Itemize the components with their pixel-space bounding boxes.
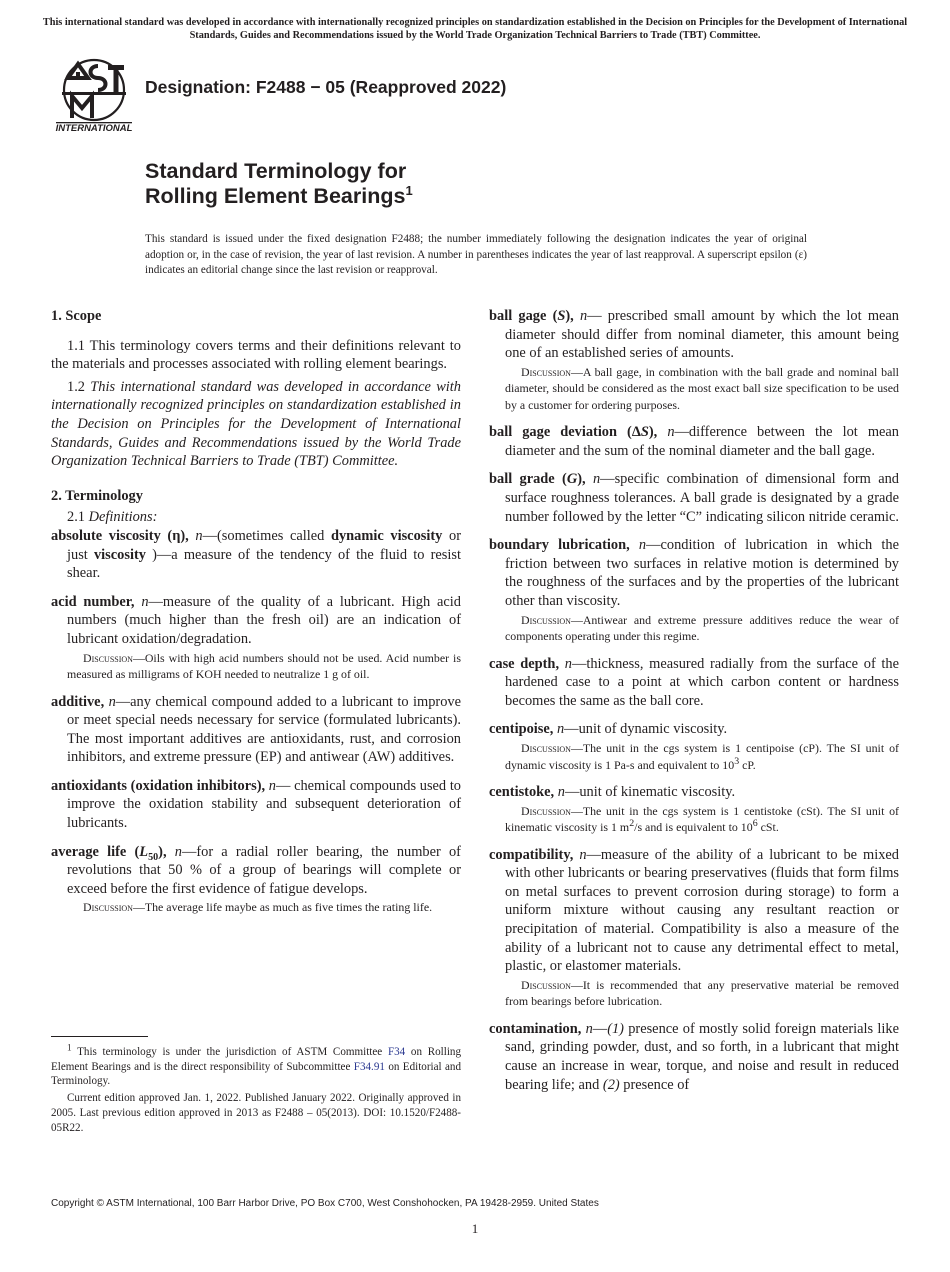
term-acid-number — [51, 593, 461, 683]
part-of-speech: n — [592, 471, 601, 488]
discussion-label: Discussion — [521, 741, 571, 755]
discussion-label: Discussion — [83, 900, 133, 915]
footnote-edition: Current edition approved Jan. 1, 2022. Published January 2022. Originally approved in 2005. Last previous edition approved in 2013 as F2488 – 05(2013). DOI: 10.1520/F2488-05R22. — [51, 1092, 461, 1134]
term-name — [51, 843, 167, 863]
discussion — [489, 612, 899, 645]
part-of-speech: n — [141, 593, 149, 610]
term-name-part: ball gage deviation (Δ — [489, 424, 641, 441]
term-name — [489, 424, 657, 440]
page-number: 1 — [471, 1221, 479, 1236]
footnote-1 — [51, 1045, 461, 1089]
term-symbol: L — [139, 843, 149, 860]
term-name-part: ), — [565, 308, 574, 324]
term-name — [489, 308, 574, 324]
issue-statement: This standard is issued under the fixed designation F2488; the number immediately following the designation indicates the year of original adoption or, in the case of revision, the year of last revision. A number in parentheses indicates the year of last reapproval. A superscript epsilon (ε) indicates an editorial change since the last revision or reapproval. — [145, 233, 807, 276]
astm-logo — [52, 56, 136, 134]
part-of-speech: n — [108, 693, 116, 710]
definition-text: —difference between the lot mean diameter and the sum of the nominal diameter and the ball gage. — [505, 424, 900, 459]
term-centistoke — [489, 783, 899, 836]
term-name: boundary lubrication, — [489, 537, 630, 554]
left-column — [51, 307, 461, 926]
discussion — [51, 650, 461, 683]
copyright: Copyright © ASTM International, 100 Barr Harbor Drive, PO Box C700, West Conshohocken, PA 19428-2959. United States — [51, 1198, 599, 1209]
definition-text: —unit of dynamic viscosity. — [564, 721, 728, 738]
standardization-notice: This international standard was developed in accordance with internationally recognized principles on standardization established in the Decision on Principles for the Development of International Standards, Guides and Recommendations issued by the World Trade Organization Technical Barriers to Trade (TBT) Committee. — [42, 17, 908, 41]
logo-text: INTERNATIONAL — [55, 123, 133, 134]
term-ball-gage-deviation — [489, 423, 899, 460]
definition-text: —measure of the ability of a lubricant to be mixed with other lubricants or bearing preservatives (fluids that form films on metal surfaces to prevent corrosion during storage) to form a uniform mixture without causing any resultant reaction or precipitation of material. Compatibility is also a measure of the ability of a lubricant not to cause any detrimental effect to metal, plastic, or elastomer materials. — [505, 846, 899, 975]
definition-text: —any chemical compound added to a lubricant to improve or meet special needs necessary for service (formulated lubricants). The most important additives are antioxidants, rust, and corrosion inhibitors, and extreme pressure (EP) and antiwear (AW) additives. — [67, 693, 461, 766]
scope-1-2 — [51, 378, 461, 471]
discussion-text: —Antiwear and extreme pressure additives reduce the wear of components operating under this regime. — [505, 612, 899, 644]
discussion-text: —A ball gage, in combination with the ball grade and nominal ball diameter, should be considered as the most exact ball size specification to be used by a customer for ordering purposes. — [505, 364, 899, 412]
definition-text: — chemical compounds used to improve the oxidation stability and subsequent deterioration of lubricants. — [67, 777, 462, 832]
definition-text: —measure of the quality of a lubricant. High acid numbers (much higher than the fresh oil) are an indication of lubricant oxidation/degradation. — [67, 593, 461, 647]
right-column — [489, 307, 899, 1094]
definition-text: presence of mostly solid foreign materials like sand, grinding powder, dust, and so forth, in a lubricant that might cause an increase in wear, torque, and noise and result in reduced bearing life; and — [505, 1020, 899, 1093]
exponent: 2 — [629, 818, 635, 830]
definition-dash: — — [592, 1020, 608, 1037]
term-name: compatibility, — [489, 846, 574, 863]
footnote-text: on Editorial and Terminology. — [51, 1060, 462, 1088]
term-name-part: ball grade ( — [489, 471, 567, 488]
title-line-2 — [145, 184, 413, 209]
term-name: case depth, — [489, 655, 560, 672]
term-name-part: ), — [648, 424, 658, 441]
term-name — [489, 471, 586, 487]
discussion — [489, 740, 899, 773]
definition-text: —condition of lubrication in which the friction between two surfaces in relative motion is determined by the roughness of the surfaces and by the properties of the lubricant other than viscosity. — [505, 537, 899, 610]
part-of-speech: n — [580, 308, 588, 324]
definition-text: —(sometimes called — [202, 527, 331, 544]
discussion-text: cSt. — [757, 820, 779, 835]
scope-1-1: 1.1 This terminology covers terms and their definitions relevant to the materials and processes associated with rolling element bearings. — [51, 337, 461, 373]
definitions-subheading — [51, 508, 461, 527]
term-case-depth — [489, 655, 899, 711]
discussion — [489, 364, 899, 414]
term-name: centistoke, — [489, 784, 555, 800]
subcommittee-link[interactable]: F34.91 — [353, 1060, 385, 1073]
part-of-speech: n — [195, 527, 203, 544]
definition-text: —for a radial roller bearing, the number of revolutions that 50 % of a group of bearings will complete or exceed before the first evidence of fatigue develops. — [67, 843, 461, 897]
term-name-part: ), — [577, 471, 586, 488]
footnote-divider — [51, 1036, 148, 1037]
discussion — [51, 899, 461, 916]
footnote-text: on Rolling Element Bearings and is the direct responsibility of Subcommittee — [51, 1046, 461, 1073]
term-average-life — [51, 843, 461, 916]
definition-text: )—a measure of the tendency of the fluid to resist shear. — [67, 546, 461, 582]
definition-text: or just — [67, 527, 461, 563]
term-name: absolute viscosity (η), — [51, 527, 189, 544]
definition-text: — prescribed small amount by which the lot mean diameter should differ from nominal diameter, this amount being one of an established series of amounts. — [505, 308, 899, 362]
footnote-mark: 1 — [67, 1043, 72, 1054]
title-line-1: Standard Terminology for — [145, 159, 407, 183]
exponent: 3 — [734, 755, 740, 767]
item-number: (1) — [607, 1020, 624, 1037]
discussion-text: —It is recommended that any preservative material be removed from bearings before lubrication. — [505, 977, 899, 1009]
designation: Designation: F2488 − 05 (Reapproved 2022) — [145, 77, 507, 97]
term-name: centipoise, — [489, 721, 554, 738]
document-title — [145, 159, 413, 209]
definition-text: —thickness, measured radially from the surface of the hardened case to a point at which carbon content or hardness becomes the same as the ball core. — [505, 655, 899, 709]
part-of-speech: n — [667, 424, 675, 441]
term-symbol: S — [640, 424, 649, 441]
scope-1-2-number: 1.2 — [67, 378, 85, 395]
part-of-speech: n — [585, 1020, 593, 1037]
astm-logo-mark — [52, 56, 136, 134]
term-ball-gage — [489, 307, 899, 413]
term-name-part: ball gage ( — [489, 308, 558, 324]
term-compatibility — [489, 846, 899, 1010]
part-of-speech: n — [556, 721, 565, 738]
term-name: antioxidants (oxidation inhibitors), — [51, 777, 266, 794]
part-of-speech: n — [579, 846, 587, 863]
term-contamination — [489, 1020, 899, 1094]
exponent: 6 — [752, 818, 758, 830]
term-symbol: S — [557, 308, 566, 324]
definitions-label: Definitions: — [88, 509, 158, 526]
definition-bold-term: dynamic viscosity — [330, 527, 443, 544]
discussion-label: Discussion — [521, 364, 571, 379]
discussion-text: /s and is equivalent to 10 — [634, 820, 753, 835]
discussion-text: —The unit in the cgs system is 1 centipoise (cP). The SI unit of dynamic viscosity is 1 Pa-s and equivalent to 10 — [505, 741, 899, 772]
item-number: (2) — [602, 1076, 620, 1093]
footnote-text: This terminology is under the jurisdiction of ASTM Committee — [71, 1046, 388, 1058]
term-name-part: average life ( — [51, 843, 140, 860]
terminology-heading: 2. Terminology — [51, 487, 143, 504]
discussion-text: cP. — [739, 757, 756, 772]
term-name: additive, — [51, 693, 105, 710]
part-of-speech: n — [268, 777, 276, 794]
definition-bold-term: viscosity — [93, 546, 146, 563]
discussion-text: —The unit in the cgs system is 1 centistoke (cSt). The SI unit of kinematic viscosity is 1 m — [505, 803, 899, 835]
definition-text: —specific combination of dimensional form and surface roughness tolerances. A ball grade is designated by a grade number followed by the letter “C” indicating silicon nitride ceramic. — [505, 471, 900, 525]
definition-text: presence of — [619, 1076, 690, 1093]
term-ball-grade — [489, 470, 899, 526]
part-of-speech: n — [174, 843, 182, 860]
scope-heading: 1. Scope — [51, 308, 102, 324]
term-centipoise — [489, 720, 899, 773]
part-of-speech: n — [564, 655, 572, 672]
term-subscript: 50 — [148, 851, 159, 863]
term-antioxidants — [51, 777, 461, 833]
definition-text: —unit of kinematic viscosity. — [564, 784, 736, 800]
term-name-part: ), — [158, 843, 167, 860]
term-name: contamination, — [489, 1020, 582, 1037]
discussion-text: —The average life maybe as much as five times the rating life. — [132, 900, 433, 915]
discussion-label: Discussion — [521, 803, 571, 818]
part-of-speech: n — [557, 784, 565, 800]
term-boundary-lubrication — [489, 536, 899, 644]
term-absolute-viscosity — [51, 527, 461, 583]
discussion-label: Discussion — [83, 650, 133, 665]
committee-link[interactable]: F34 — [387, 1046, 406, 1058]
scope-1-2-text: This international standard was developed in accordance with internationally recognized principles on standardization established in the Decision on Principles for the Development of International Standards, Guides and Recommendations issued by the World Trade Organization Technical Barriers to Trade (TBT) Committee. — [51, 378, 461, 470]
discussion-label: Discussion — [521, 977, 571, 992]
term-name: acid number, — [51, 593, 135, 610]
title-line-2-text: Rolling Element Bearings — [145, 184, 406, 208]
part-of-speech: n — [638, 537, 647, 554]
discussion — [489, 803, 899, 836]
discussion-text: —Oils with high acid numbers should not be used. Acid number is measured as milligrams of KOH needed to neutralize 1 g of oil. — [67, 650, 461, 681]
term-additive — [51, 693, 461, 767]
definitions-number: 2.1 — [67, 509, 85, 526]
term-symbol: G — [566, 471, 578, 488]
discussion-label: Discussion — [521, 612, 571, 627]
footnotes — [51, 1045, 461, 1137]
title-footnote-mark: 1 — [405, 182, 413, 198]
discussion — [489, 977, 899, 1010]
